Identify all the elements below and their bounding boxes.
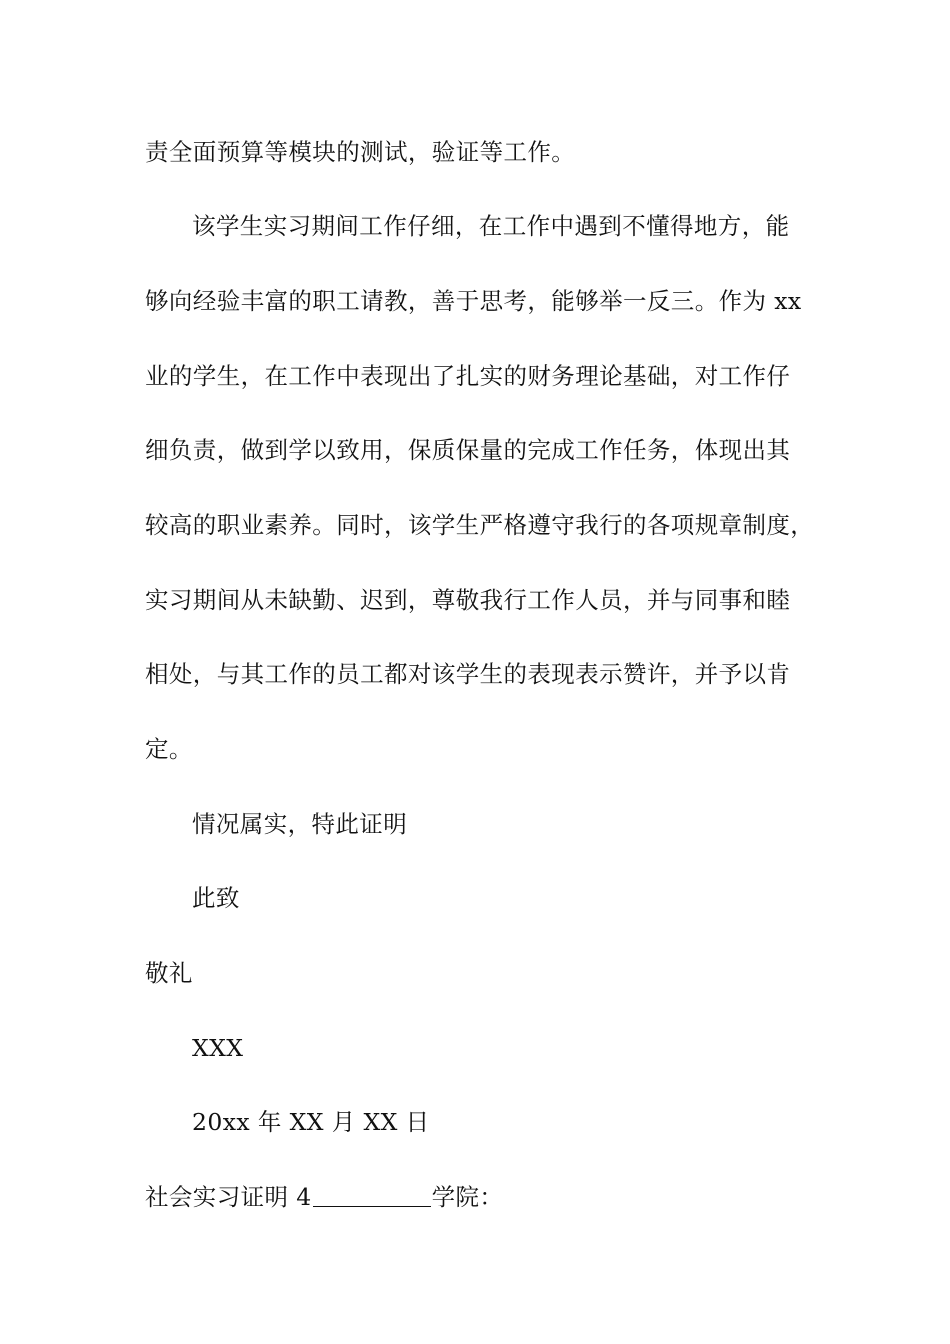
next-section-heading: [145, 1182, 835, 1212]
paragraph-line-2: 够向经验丰富的职工请教，善于思考，能够举一反三。作为 xx: [145, 287, 802, 315]
fill-in-blank: [313, 1184, 431, 1207]
section-title: 社会实习证明 4: [145, 1183, 312, 1211]
certification-statement: 情况属实，特此证明: [192, 810, 408, 838]
paragraph-line-3: 业的学生，在工作中表现出了扎实的财务理论基础，对工作仔: [145, 362, 791, 390]
paragraph-line-1: 该学生实习期间工作仔细，在工作中遇到不懂得地方，能: [192, 212, 790, 240]
paragraph-line-6: 实习期间从未缺勤、迟到，尊敬我行工作人员，并与同事和睦: [145, 586, 791, 614]
closing-regards: 敬礼: [145, 959, 193, 987]
signature-date: 20xx 年 XX 月 XX 日: [192, 1108, 430, 1136]
paragraph-line-4: 细负责，做到学以致用，保质保量的完成工作任务，体现出其: [145, 436, 791, 464]
body-line-1: 责全面预算等模块的测试，验证等工作。: [145, 138, 576, 166]
paragraph-line-5: 较高的职业素养。同时，该学生严格遵守我行的各项规章制度，: [145, 511, 815, 539]
closing-salutation: 此致: [192, 884, 240, 912]
signature-name: XXX: [192, 1034, 244, 1062]
section-college-label: 学院：: [431, 1183, 504, 1211]
paragraph-line-8: 定。: [145, 735, 193, 763]
paragraph-line-7: 相处，与其工作的员工都对该学生的表现表示赞许，并予以肯: [145, 660, 791, 688]
